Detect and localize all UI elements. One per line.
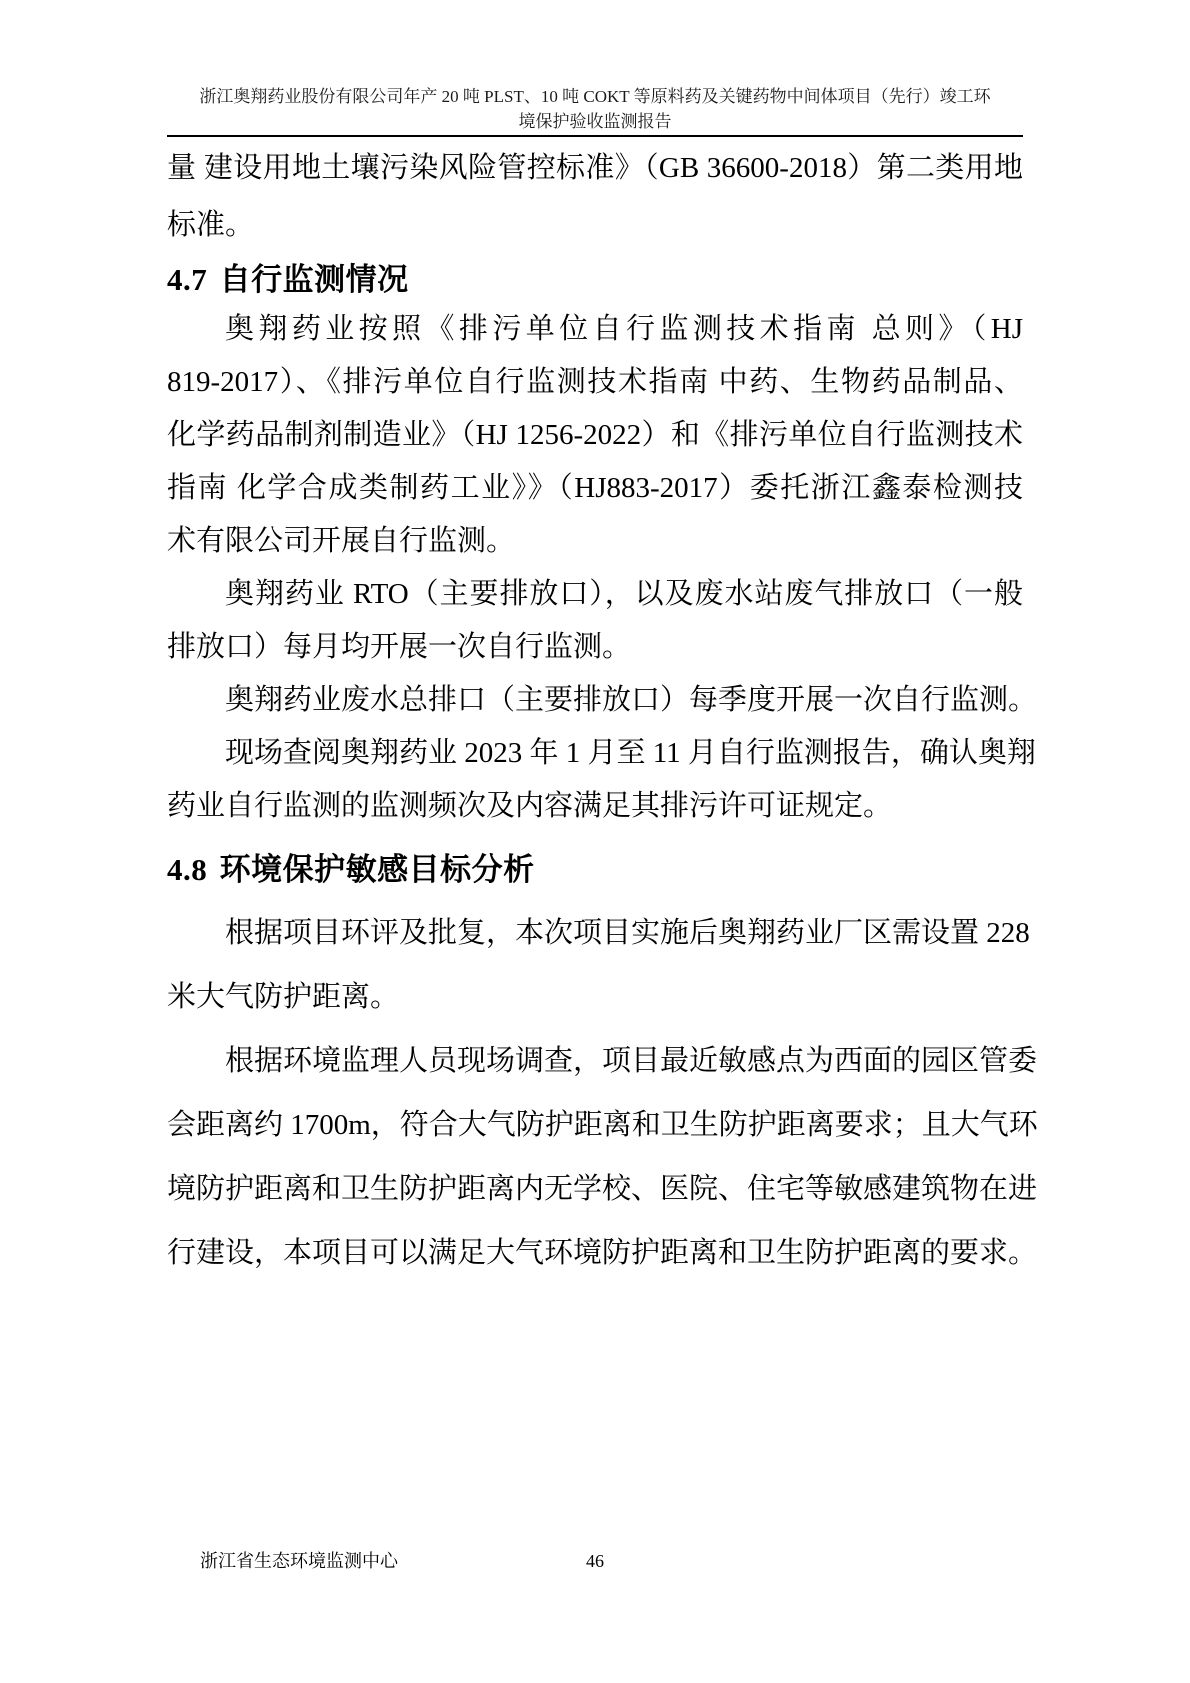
text-line: 会距离约 1700m，符合大气防护距离和卫生防护距离要求；且大气环 (167, 1109, 1038, 1141)
page-footer (0, 1549, 1190, 1573)
text-line: 米大气防护距离。 (167, 981, 400, 1013)
text-line: 标准。 (167, 209, 255, 241)
section-number: 4.7 (167, 262, 208, 297)
text-line: 根据项目环评及批复，本次项目实施后奥翔药业厂区需设置 228 (225, 917, 1030, 949)
text-line: 排放口）每月均开展一次自行监测。 (167, 631, 632, 663)
paragraph-onsite-review (167, 727, 1036, 833)
text-line: 奥翔药业 RTO（主要排放口），以及废水站废气排放口（一般 (225, 578, 1023, 610)
page-header-title (150, 0, 1040, 134)
section-title: 环境保护敏感目标分析 (219, 852, 535, 887)
section-heading-4-8 (167, 850, 1023, 890)
text-line: 奥翔药业废水总排口（主要排放口）每季度开展一次自行监测。 (225, 684, 1038, 716)
paragraph-soil-standard-continuation (167, 140, 1023, 254)
text-line: 819-2017）、《排污单位自行监测技术指南 中药、生物药品制品、 (167, 366, 1023, 398)
text-line: 量 建设用地土壤污染风险管控标准》（GB 36600-2018）第二类用地 (167, 152, 1023, 184)
section-title: 自行监测情况 (219, 262, 409, 297)
text-line: 奥翔药业按照《排污单位自行监测技术指南 总则》（HJ (225, 313, 1023, 345)
text-line: 根据环境监理人员现场调查，项目最近敏感点为西面的园区管委 (225, 1045, 1038, 1077)
text-line: 指南 化学合成类制药工业》》（HJ883-2017）委托浙江鑫泰检测技 (167, 472, 1023, 504)
text-line: 化学药品制剂制造业》（HJ 1256-2022）和《排污单位自行监测技术 (167, 419, 1023, 451)
text-line: 浙江奥翔药业股份有限公司年产 20 吨 PLST、10 吨 COKT 等原料药及关键药物中间体项目（先行）竣工环 (199, 87, 991, 106)
paragraph-wastewater-outlet (167, 674, 1038, 727)
text-line: 境保护验收监测报告 (518, 112, 672, 131)
paragraph-protection-distance (167, 901, 1030, 1029)
page-number: 46 (586, 1551, 604, 1571)
text-line: 术有限公司开展自行监测。 (167, 525, 516, 557)
section-number: 4.8 (167, 852, 208, 887)
text-line: 现场查阅奥翔药业 2023 年 1 月至 11 月自行监测报告，确认奥翔 (225, 737, 1036, 769)
text-line: 药业自行监测的监测频次及内容满足其排污许可证规定。 (167, 790, 893, 822)
paragraph-rto-outlets (167, 568, 1023, 674)
section-heading-4-7 (167, 260, 1023, 300)
paragraph-sensitive-targets (167, 1029, 1038, 1285)
text-line: 行建设，本项目可以满足大气环境防护距离和卫生防护距离的要求。 (167, 1237, 1038, 1269)
text-line: 境防护距离和卫生防护距离内无学校、医院、住宅等敏感建筑物在进 (167, 1173, 1038, 1205)
header-divider (167, 135, 1023, 137)
footer-organization: 浙江省生态环境监测中心 (200, 1551, 398, 1571)
paragraph-self-monitoring-guidelines (167, 303, 1023, 568)
document-body (167, 140, 1038, 1285)
